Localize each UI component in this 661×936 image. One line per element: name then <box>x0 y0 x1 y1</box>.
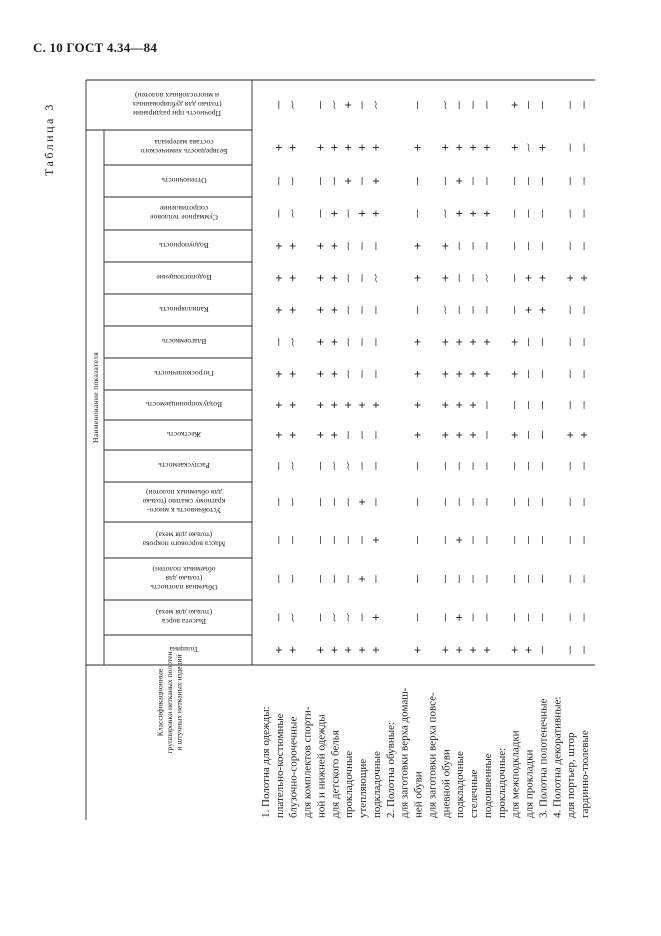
column-header-line: Высота ворса <box>162 617 206 627</box>
table-row-text: 4. Полотна декоративные: <box>551 696 564 818</box>
column-header-stiffness <box>166 430 201 439</box>
column-header-line: Толщина <box>169 645 199 654</box>
column-header-line: Объемная плотность <box>150 583 218 593</box>
table-row-label <box>274 713 286 818</box>
table-row-label <box>302 706 314 818</box>
table-row-label <box>468 770 480 818</box>
table-row-label <box>426 692 438 818</box>
table-row-text: плательно-костюмные <box>273 713 286 818</box>
table-row-label <box>329 730 341 818</box>
table-row-text: для портьер, штор <box>565 732 578 818</box>
table-row-text: гардинно-тюлевые <box>579 730 592 818</box>
column-header-water-absorption <box>156 273 212 282</box>
mark-dash-faint <box>292 614 294 622</box>
column-header-pile-height <box>155 608 212 626</box>
table-row-text: прокладочные: <box>495 747 508 818</box>
column-header-tear-strength <box>132 91 222 118</box>
column-header-line: Распускаемость <box>158 461 210 470</box>
mark-dash-faint <box>347 462 349 470</box>
mark-dash-faint <box>292 338 294 346</box>
column-header-repeated-compression <box>142 488 225 515</box>
mark-dash-faint <box>292 101 294 109</box>
table-row-label <box>565 732 577 818</box>
column-header-line: Капиллярность <box>159 305 209 314</box>
mark-dash-faint <box>333 614 335 622</box>
stub-header-line: группировки нетканых полотен <box>165 651 174 754</box>
table-row-text: ной и нижней одежды <box>315 714 328 818</box>
column-header-line: (только для дублированных <box>132 100 222 109</box>
column-header-shade <box>161 176 207 185</box>
table-row-label <box>343 751 355 818</box>
table-row-label <box>524 750 536 818</box>
table-row-label <box>399 687 411 818</box>
indicator-group-header <box>91 352 100 443</box>
table-row-text: дневной обуви <box>440 749 453 818</box>
table-row-text: 3. Полотна полотенечные <box>537 698 550 818</box>
mark-dash-faint <box>375 274 377 282</box>
table-row-label <box>357 759 369 818</box>
column-header-line: состава материала <box>154 137 214 147</box>
table-row-label <box>496 748 508 818</box>
mark-dash-faint <box>486 274 488 282</box>
table-row-label <box>371 751 383 818</box>
column-header-line: Водоупорность <box>159 241 209 250</box>
indicator-group-header-text: Наименование показателя <box>91 351 100 444</box>
table-row-label <box>454 751 466 818</box>
column-header-line: Устойчивость к много- <box>147 506 221 516</box>
column-header-line: Влагоемкость <box>161 337 207 346</box>
table-row-label <box>315 714 327 818</box>
column-header-line: объемных полотен) <box>152 564 216 574</box>
table-row-text: для комплектов спорти- <box>301 706 314 818</box>
column-header-line: (только для меха) <box>155 530 213 540</box>
table-row-text: 1. Полотна для одежды: <box>259 706 272 818</box>
stub-header-line: Классификационные <box>155 668 165 737</box>
table-row-text: блузочно-сорочечные <box>287 716 300 818</box>
table-row-text: прокладочные <box>343 750 356 818</box>
mark-dash-faint <box>444 101 446 109</box>
table-row-text: для заготовки верха домаш- <box>398 687 411 818</box>
table-row-label <box>385 722 397 818</box>
table-row-text: утепляющие <box>357 758 370 818</box>
table-row-text: 2. Полотна обувные: <box>384 721 397 818</box>
table-row-label <box>579 730 591 818</box>
column-header-unravelling <box>158 461 210 470</box>
column-header-line: для объемных полотен) <box>145 487 223 497</box>
table-row-text: стелечные <box>468 769 481 818</box>
table-row-text: для прокладки <box>523 749 536 818</box>
mark-dash-faint <box>292 210 294 218</box>
table-row-text: для заготовки верха повсе- <box>426 692 439 818</box>
stub-header <box>156 651 184 753</box>
table-row-label <box>413 771 425 818</box>
column-header-line: и многослойных полотен) <box>135 90 219 100</box>
table-row-text: подошвенные <box>481 753 494 818</box>
page-header: С. 10 ГОСТ 4.34—84 <box>33 40 158 55</box>
mark-dash-faint <box>444 306 446 314</box>
table-row-label <box>551 697 563 818</box>
column-header-moisture-capacity <box>161 337 206 346</box>
column-header-line: Суммарное тепловое <box>150 213 218 223</box>
mark-dash-faint <box>528 144 530 152</box>
mark-dash-faint <box>333 462 335 470</box>
table-row-text: подкладочные <box>454 751 467 818</box>
table-row-label <box>537 698 549 818</box>
mark-dash-faint <box>444 210 446 218</box>
column-header-line: Гигроскопичность <box>154 369 214 378</box>
table-row-text: ней обуви <box>412 771 425 818</box>
column-header-capillarity <box>159 305 209 314</box>
mark-dash-faint <box>347 614 349 622</box>
column-header-line: Прочность при раздирании <box>133 109 221 119</box>
column-header-pile-mass <box>142 530 225 548</box>
column-header-line: Водопоглощение <box>156 273 212 282</box>
column-header-air-permeability <box>145 400 222 409</box>
mark-dash-faint <box>292 462 294 470</box>
column-header-line: (только для <box>165 574 203 583</box>
column-header-line: (только для меха) <box>155 607 213 617</box>
table-row-label <box>288 717 300 818</box>
table-row-label <box>482 753 494 818</box>
table-row-text: подкладочные <box>370 751 383 818</box>
column-header-line: Безвредность химического <box>140 147 228 157</box>
stub-header-line: и штучных нетканых изделий <box>174 654 184 751</box>
column-header-water-resistance <box>159 241 209 250</box>
column-header-bulk-density <box>150 565 218 592</box>
mark-dash-faint <box>375 101 377 109</box>
column-header-line: Масса ворсового покрова <box>142 539 226 549</box>
column-header-line: Воздухопроницаемость <box>145 400 223 409</box>
table-row-text: для межподкладки <box>509 730 522 818</box>
table-row-label <box>260 706 272 818</box>
column-header-line: сопротивление <box>159 203 209 213</box>
table-row-label <box>510 730 522 818</box>
column-header-thermal-resistance <box>150 204 218 222</box>
table-title-text: Таблица 3 <box>42 102 56 176</box>
column-header-chemical-safety <box>140 138 227 156</box>
column-header-line: Жесткость <box>166 430 202 439</box>
mark-dash-faint <box>333 101 335 109</box>
table-row-label <box>440 749 452 818</box>
table-row-text: для детского белья <box>329 730 342 818</box>
column-header-line: Оттеночность <box>161 176 207 185</box>
column-header-hygroscopicity <box>154 369 214 378</box>
column-header-line: кратному сжатию (только <box>142 497 226 506</box>
